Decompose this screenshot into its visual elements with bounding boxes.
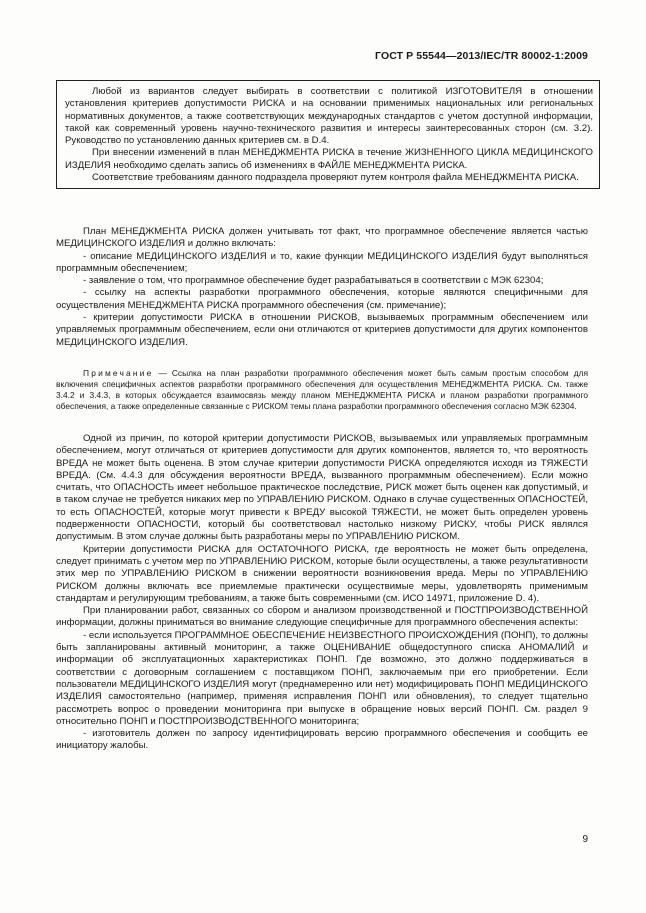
plan-requirements-block xyxy=(56,226,588,349)
list-item: - описание МЕДИЦИНСКОГО ИЗДЕЛИЯ и то, какие функции МЕДИЦИНСКОГО ИЗДЕЛИЯ будут выполняться программным обеспечением; xyxy=(56,250,588,274)
standard-header: ГОСТ Р 55544—2013/IEC/TR 80002-1:2009 xyxy=(375,50,588,62)
boxed-paragraph: Соответствие требованиям данного подраздела проверяют путем контроля файла МЕНЕДЖМЕНТА РИСКА. xyxy=(92,172,579,184)
boxed-excerpt xyxy=(56,80,600,189)
note-block xyxy=(56,368,588,412)
boxed-paragraph: Любой из вариантов следует выбирать в соответствии с политикой ИЗГОТОВИТЕЛЯ в отношении установления критериев допустимости РИСКА и на основании применимых национальных или региональных нормативных документов, а также соответствующих международных стандартов с учетом доступной информации, такой как современный уровень научно-технического развития и интересы заинтересованных сторон (см. 3.2). Руководство по установлению данных критериев см. в D.4. xyxy=(65,86,593,147)
list-item: - если используется ПРОГРАММНОЕ ОБЕСПЕЧЕНИЕ НЕИЗВЕСТНОГО ПРОИСХОЖДЕНИЯ (ПОНП), то должны быть запланированы активный мониторинг, а также ОЦЕНИВАНИЕ общедоступного списка АНОМАЛИЙ и информации об эксплуатационных характеристиках ПОНП. Где возможно, это должно поддерживаться в соответствии с договорным соглашением с поставщиком ПОНП, заключаемым при его приобретении. Если пользователи МЕДИЦИНСКОГО ИЗДЕЛИЯ могут (преднамеренно или нет) модифицировать ПОНП МЕДИЦИНСКОГО ИЗДЕЛИЯ самостоятельно (например, применяя исправления ПОНП или обновления), то следует тщательно рассмотреть вопрос о проведении мониторинга при выпуске в обращение новых версий ПОНП. См. раздел 9 относительно ПОНП и ПОСТПРОИЗВОДСТВЕННОГО мониторинга; xyxy=(56,629,588,727)
page-number: 9 xyxy=(582,834,588,845)
boxed-paragraph: При внесении изменений в план МЕНЕДЖМЕНТА РИСКА в течение ЖИЗНЕННОГО ЦИКЛА МЕДИЦИНСКОГО ИЗДЕЛИЯ необходимо сделать запись об изменениях в ФАЙЛЕ МЕНЕДЖМЕНТА РИСКА. xyxy=(65,147,593,171)
body-paragraph: При планировании работ, связанных со сбором и анализом производственной и ПОСТПРОИЗВОДСТВЕННОЙ информации, должны приниматься во внимание следующие специфичные для программного обеспечения аспекты: xyxy=(56,605,588,629)
note-text: — Ссылка на план разработки программного обеспечения может быть самым простым способом для включения специфичных аспектов разработки программного обеспечения для осуществления МЕНЕДЖМЕНТА РИСКА. См. также 3.4.2 и 3.4.3, в которых обсуждается взаимосвязь между планом МЕНЕДЖМЕНТА РИСКА и планом разработки программного обеспечения, а также определенные связанные с РИСКОМ темы плана разработки программного обеспечения согласно МЭК 62304. xyxy=(56,368,588,411)
list-item: - ссылку на аспекты разработки программного обеспечения, которые являются специфичными для осуществления МЕНЕДЖМЕНТА РИСКА программного обеспечения (см. примечание); xyxy=(56,287,588,311)
list-item: - заявление о том, что программное обеспечение будет разрабатываться в соответствии с МЭК 62304; xyxy=(83,275,544,287)
note-label: Примечание xyxy=(83,368,154,378)
list-item: - критерии допустимости РИСКА в отношении РИСКОВ, вызываемых программным обеспечением или управляемых программным обеспечением, если они отличаются от критериев допустимости для других компонентов МЕДИЦИНСКОГО ИЗДЕЛИЯ. xyxy=(56,312,588,348)
list-item: - изготовитель должен по запросу идентифицировать версию программного обеспечения и сообщить ее инициатору жалобы. xyxy=(56,728,588,752)
body-paragraph: План МЕНЕДЖМЕНТА РИСКА должен учитывать тот факт, что программное обеспечение является частью МЕДИЦИНСКОГО ИЗДЕЛИЯ и должно включать: xyxy=(56,226,588,250)
note-paragraph xyxy=(56,368,588,412)
body-paragraph: Критерии допустимости РИСКА для ОСТАТОЧНОГО РИСКА, где вероятность не может быть определена, следует принимать с учетом мер по УПРАВЛЕНИЮ РИСКОМ, которые были осуществлены, а также результативности этих мер по УПРАВЛЕНИЮ РИСКОМ в снижении вероятности возникновения вреда. Меры по УПРАВЛЕНИЮ РИСКОМ должны включать все приемлемые практически осуществимые меры, удовлетворять применимым стандартам и регулирующим требованиям, а также быть современными (см. ИСО 14971, приложение D. 4). xyxy=(56,543,588,604)
body-paragraph: Одной из причин, по которой критерии допустимости РИСКОВ, вызываемых или управляемых программным обеспечением, могут отличаться от критериев допустимости для других компонентов, является то, что вероятность ВРЕДА не может быть оценена. В этом случае критерии допустимости РИСКА определяются исходя из ТЯЖЕСТИ ВРЕДА. (См. 4.4.3 для обсуждения вероятности ВРЕДА, вызванного программным обеспечением). Если можно считать, что ОПАСНОСТЬ имеет небольшое практическое последствие, РИСК может быть оценен как допустимый, и в таком случае не требуется никаких мер по УПРАВЛЕНИЮ РИСКОМ. Однако в случае существенных ОПАСНОСТЕЙ, то есть ОПАСНОСТЕЙ, которые могут привести к ВРЕДУ высокой ТЯЖЕСТИ, не может быть определен уровень подверженности ОПАСНОСТИ, который бы соответствовал настолько низкому РИСКУ, чтобы РИСК являлся допустимым. В этом случае должны быть разработаны меры по УПРАВЛЕНИЮ РИСКОМ. xyxy=(56,433,588,543)
criteria-discussion-block xyxy=(56,433,588,753)
